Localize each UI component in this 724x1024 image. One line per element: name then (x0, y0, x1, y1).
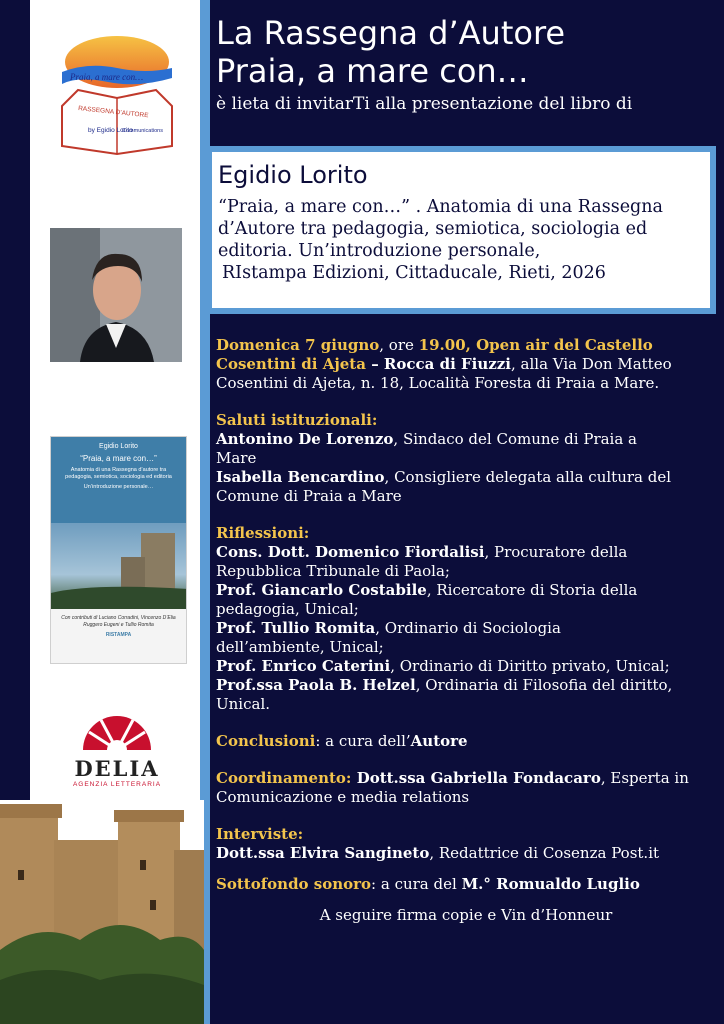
riflessioni-speaker-4: Prof. Enrico Caterini (216, 657, 391, 675)
delia-fan-icon (77, 710, 157, 750)
cover-footer (51, 609, 186, 664)
riflessioni-speaker-2: Prof. Giancarlo Costabile (216, 581, 427, 599)
logo-text-4: Communications (122, 128, 163, 134)
saluti-section: Saluti istituzionali: Antonino De Lorenzo, Sindaco del Comune di Praia a Mare Isabella Bencardino, Consigliere delegata alla cultura del Comune di Praia a Mare (216, 411, 716, 506)
riflessioni-speaker-1: Cons. Dott. Domenico Fiordalisi (216, 543, 485, 561)
event-details: Domenica 7 giugno, ore 19.00, Open air del Castello Cosentini di Ajeta – Rocca di Fiuzzi, alla Via Don Matteo Cosentini di Ajeta, n. 18, Località Foresta di Praia a Mare. (216, 336, 716, 393)
logo-text-3: by Egidio Lorito (88, 127, 133, 134)
cover-image (51, 523, 186, 609)
book-cover (50, 436, 187, 664)
agency-name: DELIA (74, 756, 160, 781)
author-name: Egidio Lorito (218, 161, 368, 189)
sottofondo-label: Sottofondo sonoro (216, 875, 372, 893)
cover-intro: Un’introduzione personale… (83, 483, 154, 490)
conclusioni-label: Conclusioni (216, 732, 316, 750)
title-line-1: La Rassegna d’Autore (216, 14, 566, 52)
riflessioni-section: Riflessioni: Cons. Dott. Domenico Fiordalisi, Procuratore della Repubblica Tribunale di Paola; Prof. Giancarlo Costabile, Ricercatore di Storia della pedagogia, Unical; Prof. Tullio Romita, Ordinario di Sociologia dell’ambiente, Unical; Prof. Enrico Caterini, Ordinario di Diritto privato, Unical; Prof.ssa Paola B. Helzel, Ordinaria di Filosofia del diritto, Unical. (216, 524, 716, 714)
interviste-section: Interviste: Dott.ssa Elvira Sangineto, Redattrice di Cosenza Post.it (216, 825, 716, 863)
cover-title: “Praia, a mare con…” (80, 454, 157, 463)
logo-text-2: RASSEGNA D’AUTORE (77, 105, 149, 120)
book-title-line-4: RIstampa Edizioni, Cittaducale, Rieti, 2026 (222, 263, 606, 283)
book-title-line-2: d’Autore tra pedagogia, semiotica, sociologia ed (218, 219, 648, 239)
conclusioni-section: Conclusioni: a cura dell’Autore (216, 732, 468, 750)
cover-contributors: Con contributi di Luciano Corradini, Vincenzo D’Elia Ruggero Eugeni e Tullio Romita (61, 615, 176, 628)
agency-subtitle: AGENZIA LETTERARIA (72, 781, 162, 788)
book-info-box (208, 146, 716, 314)
event-date: Domenica 7 giugno (216, 336, 380, 354)
cover-publisher: RISTAMPA (105, 632, 132, 638)
event-address-a: , alla Via Don Matteo (511, 355, 672, 373)
coordinamento-section: Coordinamento: Dott.ssa Gabriella Fondacaro, Esperta in Comunicazione e media relations (216, 769, 689, 806)
event-venue-b: Cosentini di Ajeta (216, 355, 366, 373)
book-title-line-1: “Praia, a mare con…” . Anatomia di una Rassegna (218, 197, 663, 217)
delia-logo (62, 710, 172, 800)
invitation-line: è lieta di invitarTi alla presentazione del libro di (216, 94, 633, 114)
riflessioni-speaker-3: Prof. Tullio Romita (216, 619, 376, 637)
logo-text-1: Praia, a mare con… (70, 72, 144, 82)
title-line-2: Praia, a mare con… (216, 52, 529, 90)
book-title (218, 196, 700, 284)
rassegna-logo (48, 28, 186, 162)
castle-image (0, 800, 204, 1024)
event-venue-a: Open air del Castello (476, 336, 653, 354)
sottofondo-section: Sottofondo sonoro: a cura del M.° Romualdo Luglio (216, 875, 640, 893)
header (210, 0, 724, 146)
saluti-speaker-2: Isabella Bencardino (216, 468, 385, 486)
author-photo (50, 228, 182, 362)
event-address-b: Cosentini di Ajeta, n. 18, Località Foresta di Praia a Mare. (216, 374, 660, 392)
cover-subtitle: Anatomia di una Rassegna d’autore tra pedagogia, semiotica, sociologia ed editoria (65, 467, 172, 480)
cover-header (51, 437, 186, 523)
saluti-heading: Saluti istituzionali: (216, 411, 378, 429)
coordinamento-name: Dott.ssa Gabriella Fondacaro (356, 769, 601, 787)
riflessioni-speaker-5: Prof.ssa Paola B. Helzel (216, 676, 416, 694)
closing-line: A seguire firma copie e Vin d’Honneur (319, 906, 613, 924)
event-time: 19.00 (418, 336, 466, 354)
interviste-name: Dott.ssa Elvira Sangineto (216, 844, 430, 862)
event-program (216, 336, 716, 925)
saluti-speaker-1: Antonino De Lorenzo (216, 430, 394, 448)
event-venue-c: Rocca di Fiuzzi (383, 355, 511, 373)
book-title-line-3: editoria. Un’introduzione personale, (218, 241, 541, 261)
interviste-heading: Interviste: (216, 825, 304, 843)
cover-author: Egidio Lorito (99, 443, 138, 450)
riflessioni-heading: Riflessioni: (216, 524, 310, 542)
coordinamento-label: Coordinamento (216, 769, 346, 787)
